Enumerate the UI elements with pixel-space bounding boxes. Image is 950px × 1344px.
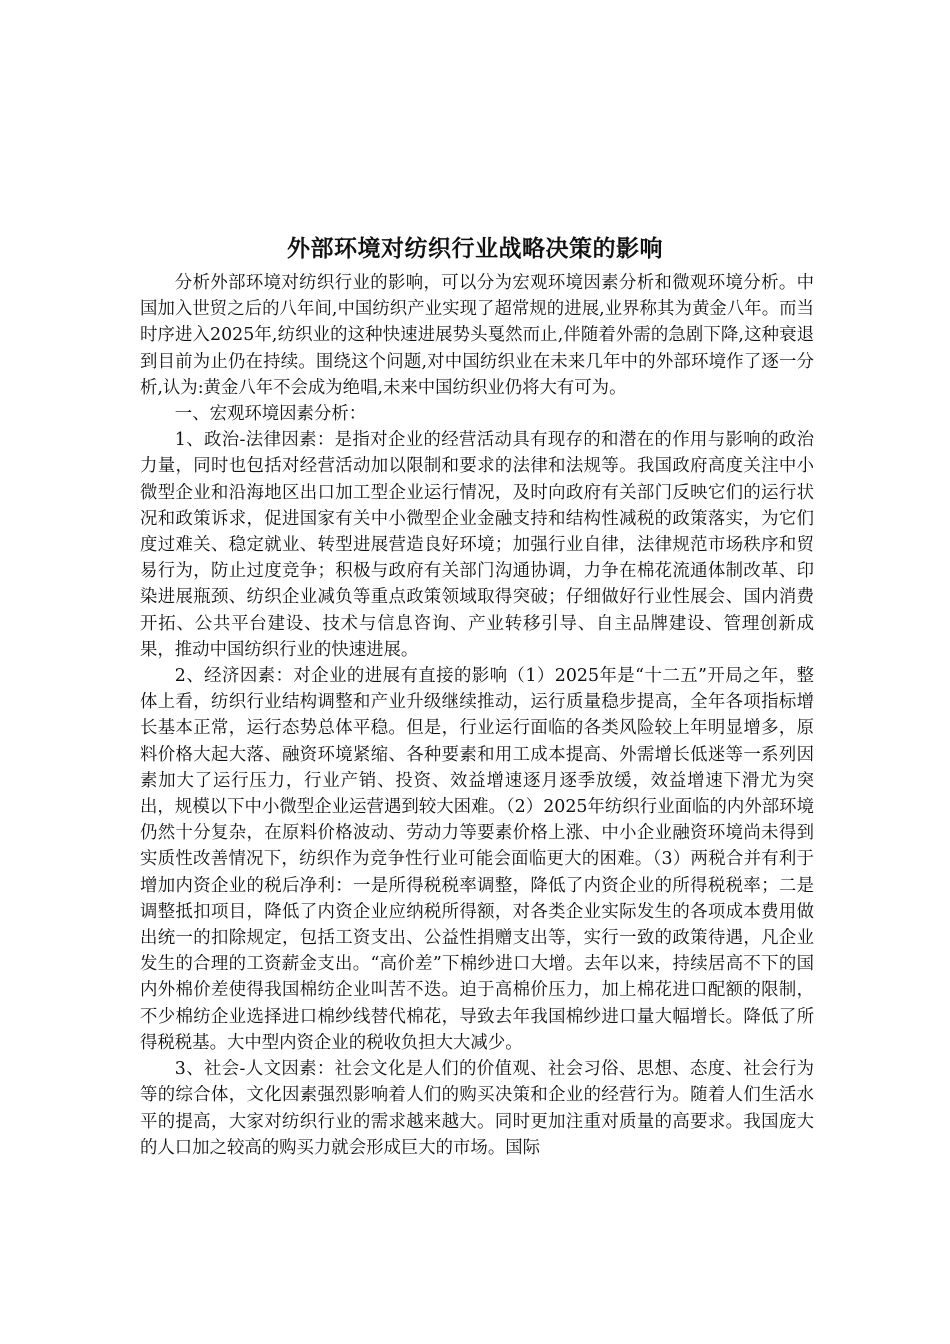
section-heading-macro: 一、宏观环境因素分析： — [174, 404, 367, 425]
document-body — [140, 270, 814, 1161]
political-legal-paragraph: 1、政治-法律因素：是指对企业的经营活动具有现存的和潜在的作用与影响的政治力量，同时也包括对经营活动加以限制和要求的法律和法规等。我国政府高度关注中小微型企业和沿海地区出口加工型企业运行情况，及时向政府有关部门反映它们的运行状况和政策诉求，促进国家有关中小微型企业金融支持和结构性减税的政策落实，为它们度过难关、稳定就业、转型进展营造良好环境；加强行业自律，法律规范市场秩序和贸易行为，防止过度竞争；积极与政府有关部门沟通协调，力争在棉花流通体制改革、印染进展瓶颈、纺织企业减负等重点政策领域取得突破；仔细做好行业性展会、国内消费开拓、公共平台建设、技术与信息咨询、产业转移引导、自主品牌建设、管理创新成果，推动中国纺织行业的快速进展。 — [140, 430, 814, 660]
economic-paragraph: 2、经济因素：对企业的进展有直接的影响（1）2025年是“十二五”开局之年，整体上看，纺织行业结构调整和产业升级继续推动，运行质量稳步提高，全年各项指标增长基本正常，运行态势总体平稳。但是，行业运行面临的各类风险较上年明显增多，原料价格大起大落、融资环境紧缩、各种要素和用工成本提高、外需增长低迷等一系列因素加大了运行压力，行业产销、投资、效益增速逐月逐季放缓，效益增速下滑尤为突出，规模以下中小微型企业运营遇到较大困难。（2）2025年纺织行业面临的内外部环境仍然十分复杂，在原料价格波动、劳动力等要素价格上涨、中小企业融资环境尚未得到实质性改善情况下，纺织作为竞争性行业可能会面临更大的困难。（3）两税合并有利于增加内资企业的税后净利：一是所得税税率调整，降低了内资企业的所得税税率；二是调整抵扣项目，降低了内资企业应纳税所得额，对各类企业实际发生的各项成本费用做出统一的扣除规定，包括工资支出、公益性捐赠支出等，实行一致的政策待遇，凡企业发生的合理的工资薪金支出。“高价差”下棉纱进口大增。去年以来，持续居高不下的国内外棉价差使得我国棉纺企业叫苦不迭。迫于高棉价压力，加上棉花进口配额的限制，不少棉纺企业选择进口棉纱线替代棉花，导致去年我国棉纱进口量大幅增长。降低了所得税税基。大中型内资企业的税收负担大大减少。 — [140, 666, 814, 1053]
intro-paragraph: 分析外部环境对纺织行业的影响，可以分为宏观环境因素分析和微观环境分析。中国加入世贸之后的八年间,中国纺织产业实现了超常规的进展,业界称其为黄金八年。而当时序进入2025年,纺织业的这种快速进展势头戛然而止,伴随着外需的急剧下降,这种衰退到目前为止仍在持续。围绕这个问题,对中国纺织业在未来几年中的外部环境作了逐一分析,认为:黄金八年不会成为绝唱,未来中国纺织业仍将大有可为。 — [140, 273, 814, 398]
social-cultural-paragraph: 3、社会-人文因素：社会文化是人们的价值观、社会习俗、思想、态度、社会行为等的综合体，文化因素强烈影响着人们的购买决策和企业的经营行为。随着人们生活水平的提高，大家对纺织行业的需求越来越大。同时更加注重对质量的高要求。我国庞大的人口加之较高的购买力就会形成巨大的市场。国际 — [140, 1059, 814, 1158]
document-title: 外部环境对纺织行业战略决策的影响 — [287, 236, 663, 262]
